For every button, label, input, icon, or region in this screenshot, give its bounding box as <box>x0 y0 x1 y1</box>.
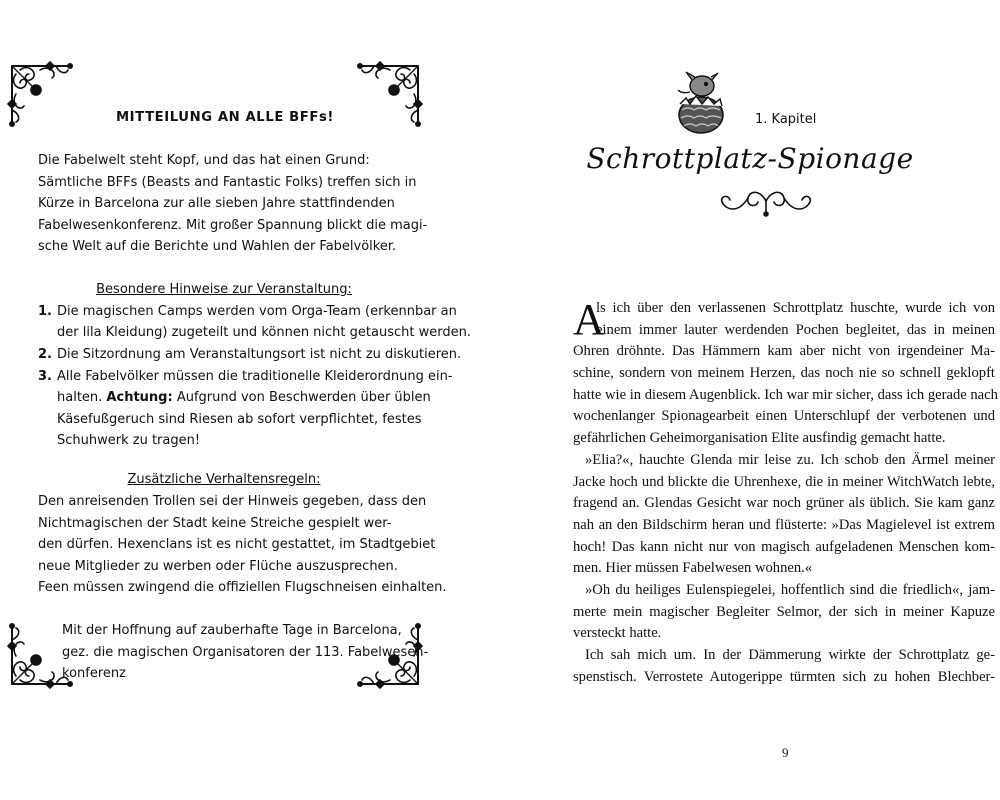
text-line: spenstisch. Verrostete Autogerippe türmten sich zu hohen Blechber- <box>573 668 995 685</box>
text-line: Die Fabelwelt steht Kopf, und das hat einen Grund: <box>38 153 370 168</box>
right-page <box>500 0 1000 800</box>
closing-paragraph <box>62 620 429 685</box>
text-line: »Elia?«, hauchte Glenda mir leise zu. Ich schob den Ärmel meiner <box>585 451 995 468</box>
text-line: konferenz <box>62 666 126 682</box>
list-text: Die Sitzordnung am Veranstaltungsort ist nicht zu diskutieren. <box>57 347 462 362</box>
text-line: hatte wie in diesem Augenblick. Ich war mir sicher, dass ich gerade nach <box>573 386 998 403</box>
text-line: Kürze in Barcelona zur alle sieben Jahre stattfindenden <box>38 196 395 212</box>
text-line: Den anreisenden Trollen sei der Hinweis gegeben, dass den <box>38 494 427 509</box>
text-line: merte mein magischer Begleiter Selmor, der sich in meiner Kapuze <box>573 603 995 620</box>
text-line: den dürfen. Hexenclans ist es nicht gestattet, im Stadtgebiet <box>38 537 436 553</box>
text-line: Fabelwesenkonferenz. Mit großer Spannung blickt die magi- <box>38 217 428 233</box>
dragon-egg-icon <box>666 68 736 138</box>
text-line: Nichtmagischen der Stadt keine Streiche gespielt wer- <box>38 515 392 531</box>
warning-label: Achtung: <box>106 390 173 405</box>
text-line: fragend an. Glendas Gesicht war noch grüner als üblich. Sie kam ganz <box>573 495 995 512</box>
text-line: hoch! Das kann nicht nur von magisch aufgeladenen Menschen kom- <box>573 538 995 555</box>
list-continuation: Käsefußgeruch sind Riesen ab sofort verpflichtet, festes <box>57 412 422 427</box>
list-text: Alle Fabelvölker müssen die traditionelle Kleiderordnung ein- <box>57 369 453 384</box>
text-line: sche Welt auf die Berichte und Wahlen der Fabelvölker. <box>38 239 397 255</box>
list-number: 3. <box>38 369 52 384</box>
text-line: Jacke hoch und blickte die Uhrenhexe, die in meiner WitchWatch lebte, <box>573 473 995 490</box>
text-segment: halten. <box>57 390 107 405</box>
text-line: Sämtliche BFFs (Beasts and Fantastic Folks) treffen sich in <box>38 174 417 190</box>
text-line: Ohren dröhnte. Das Hämmern kam aber nicht von irgendeiner Ma- <box>573 343 995 360</box>
text-line: Ich sah mich um. In der Dämmerung wirkte der Schrottplatz ge- <box>585 647 995 663</box>
rules-paragraph <box>38 491 447 599</box>
intro-paragraph <box>38 150 428 258</box>
section-heading-event-notes: Besondere Hinweise zur Veranstaltung: <box>96 282 352 297</box>
list-number: 2. <box>38 347 52 362</box>
section-heading-rules: Zusätzliche Verhaltensregeln: <box>127 472 321 487</box>
text-line: schine, sondern von meinem Herzen, das noch nie so schnell geklopft <box>573 365 995 382</box>
list-continuation: Schuhwerk zu tragen! <box>57 433 201 448</box>
list-text: Die magischen Camps werden vom Orga-Team (erkennbar an <box>57 304 457 319</box>
text-line: gefährlichen Geheimorganisation Elite ausfindig gemacht hatte. <box>573 430 946 447</box>
text-line: Mit der Hoffnung auf zauberhafte Tage in Barcelona, <box>62 623 402 638</box>
text-line: einem immer lauter werdenden Pochen begleitet, das in meinen <box>596 321 995 338</box>
chapter-title: Schrottplatz-Spionage <box>586 142 914 175</box>
list-continuation <box>57 387 431 409</box>
notice-title: MITTEILUNG AN ALLE BFFs! <box>115 110 335 125</box>
text-line: neue Mitglieder zu werben oder Flüche auszusprechen. <box>38 558 398 574</box>
text-line: versteckt hatte. <box>573 625 662 642</box>
list-number: 1. <box>38 304 52 319</box>
text-line: wochenlanger Spionagearbeit einen Unterschlupf der verbotenen und <box>573 408 995 425</box>
drop-cap: A <box>573 295 605 344</box>
chapter-body <box>573 295 998 688</box>
page-number: 9 <box>782 745 789 760</box>
text-line: »Oh du heiliges Eulenspiegelei, hoffentlich sind die friedlich«, jam- <box>585 581 995 598</box>
flourish-ornament-icon <box>716 184 816 218</box>
chapter-number: 1. Kapitel <box>755 112 817 127</box>
text-line: men. Hier müssen Fabelwesen wohnen.« <box>573 560 813 577</box>
text-line: gez. die magischen Organisatoren der 113. Fabelwesen- <box>62 644 429 660</box>
text-line: ls ich über den verlassenen Schrottplatz huschte, wurde ich von <box>596 300 995 316</box>
list-continuation: der lila Kleidung) zugeteilt und können nicht getauscht werden. <box>57 325 471 340</box>
text-segment: Aufgrund von Beschwerden über üblen <box>172 390 431 405</box>
text-line: nah an den Bildschirm heran und flüsterte: »Das Magielevel ist extrem <box>573 516 995 533</box>
text-line: Feen müssen zwingend die offiziellen Flugschneisen einhalten. <box>38 580 447 596</box>
